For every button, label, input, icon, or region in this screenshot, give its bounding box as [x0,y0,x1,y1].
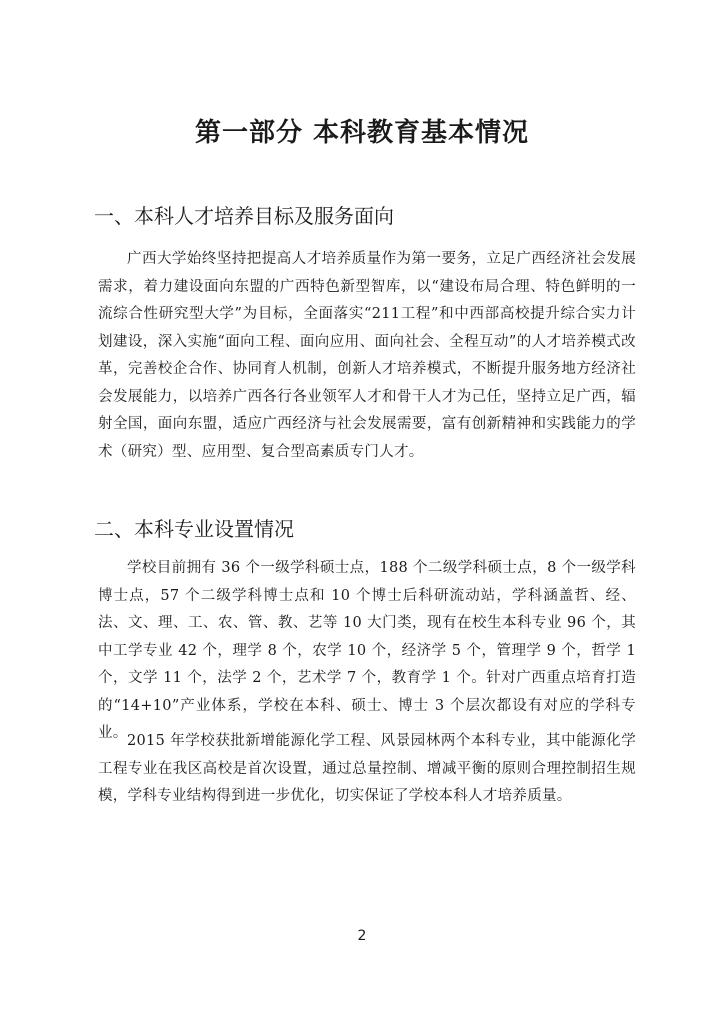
paragraph-new-majors-2015: 2015 年学校获批新增能源化学工程、风景园林两个本科专业，其中能源化学工程专业在我区高校是首次设置，通过总量控制、增减平衡的原则合理控制招生规模，学科专业结构得到进一步优化，切实保证了学校本科人才培养质量。 [98,733,636,804]
document-title: 第一部分 本科教育基本情况 [194,118,530,148]
section-heading-training-goals: 一、本科人才培养目标及服务面向 [94,204,394,228]
section-heading-major-setup: 二、本科专业设置情况 [94,517,294,541]
paragraph-training-goals: 广西大学始终坚持把提高人才培养质量作为第一要务，立足广西经济社会发展需求，着力建设面向东盟的广西特色新型智库，以“建设布局合理、特色鲜明的一流综合性研究型大学”为目标，全面落实“211工程”和中西部高校提升综合实力计划建设，深入实施“面向工程、面向应用、面向社会、全程互动”的人才培养模式改革，完善校企合作、协同育人机制，创新人才培养模式，不断提升服务地方经济社会发展能力，以培养广西各行各业领军人才和骨干人才为己任，坚持立足广西，辐射全国，面向东盟，适应广西经济与社会发展需要，富有创新精神和实践能力的学术（研究）型、应用型、复合型高素质专门人才。 [98,251,636,460]
page-number: 2 [357,928,367,944]
paragraph-major-setup-overview: 学校目前拥有 36 个一级学科硕士点，188 个二级学科硕士点，8 个一级学科博士点，57 个二级学科博士点和 10 个博士后科研流动站，学科涵盖哲、经、法、文、理、工、农、管、教、艺等 10 大门类，现有在校生本科专业 96 个，其中工学专业 42 个，理学 8 个，农学 10 个，经济学 5 个，管理学 9 个，哲学 1 个，文学 11 个，法学 2 个，艺术学 7 个，教育学 1 个。针对广西重点培育打造的“14+10”产业体系，学校在本科、硕士、博士 3 个层次都设有对应的学科专业。 [98,560,636,741]
